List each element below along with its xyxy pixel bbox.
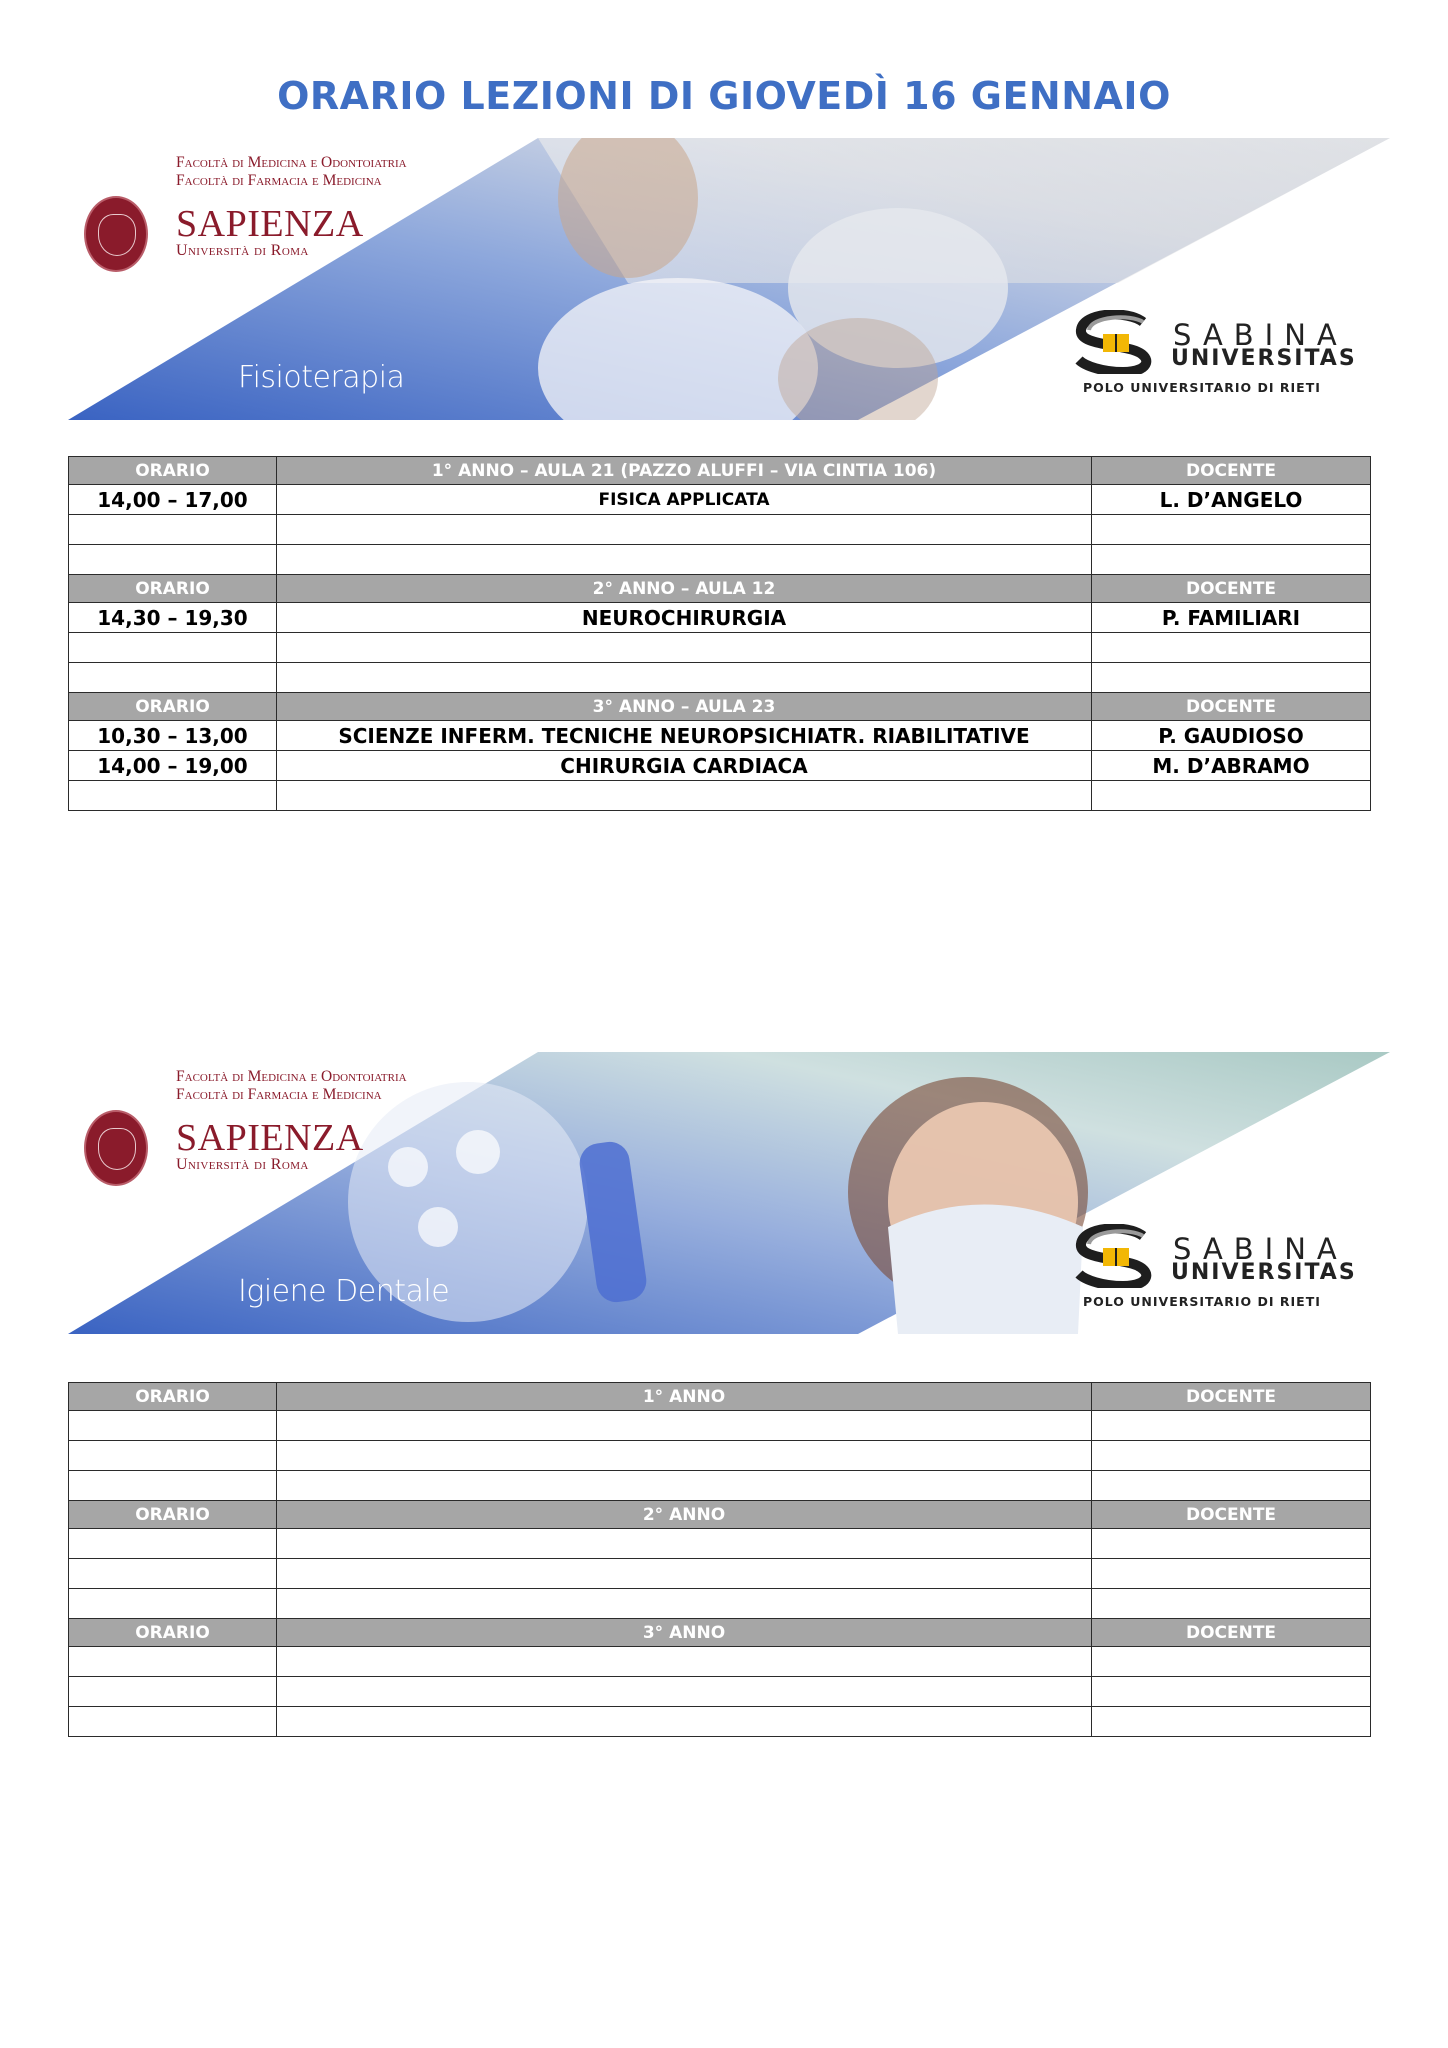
course-cell: NEUROCHIRURGIA <box>277 603 1092 633</box>
teacher-cell <box>1092 1529 1371 1559</box>
teacher-cell <box>1092 1471 1371 1501</box>
partner-subtitle: POLO UNIVERSITARIO DI RIETI <box>1083 380 1321 395</box>
table-row <box>69 633 1371 663</box>
teacher-cell <box>1092 1559 1371 1589</box>
schedule-table-fisioterapia <box>68 456 1371 811</box>
header-cell: 1° ANNO – AULA 21 (PAZZO ALUFFI – VIA CINTIA 106) <box>277 457 1092 485</box>
table-row <box>69 1411 1371 1441</box>
table-row <box>69 1559 1371 1589</box>
time-cell <box>69 781 277 811</box>
teacher-cell <box>1092 1441 1371 1471</box>
university-subtitle: Università di Roma <box>176 1156 309 1173</box>
time-cell <box>69 1441 277 1471</box>
header-cell: ORARIO <box>69 575 277 603</box>
faculty-line-2: Facoltà di Farmacia e Medicina <box>176 1086 382 1103</box>
time-cell: 14,00 – 19,00 <box>69 751 277 781</box>
teacher-cell <box>1092 663 1371 693</box>
table-row <box>69 1471 1371 1501</box>
table-row <box>69 1707 1371 1737</box>
course-cell <box>277 1707 1092 1737</box>
course-cell <box>277 1441 1092 1471</box>
table-row <box>69 1647 1371 1677</box>
partner-word-1: SABINA <box>1173 1232 1348 1266</box>
header-cell: 1° ANNO <box>277 1383 1092 1411</box>
teacher-cell <box>1092 515 1371 545</box>
university-name: SAPIENZA <box>176 203 364 245</box>
teacher-cell <box>1092 1677 1371 1707</box>
time-cell <box>69 1529 277 1559</box>
course-cell <box>277 1411 1092 1441</box>
teacher-cell <box>1092 633 1371 663</box>
banner-igiene-dentale <box>68 1052 1390 1334</box>
partner-word-2: UNIVERSITAS <box>1171 1260 1357 1285</box>
time-cell: 14,00 – 17,00 <box>69 485 277 515</box>
time-cell <box>69 1707 277 1737</box>
header-cell: 2° ANNO – AULA 12 <box>277 575 1092 603</box>
course-cell <box>277 545 1092 575</box>
teacher-cell <box>1092 1411 1371 1441</box>
table-header-row <box>69 1619 1371 1647</box>
table-row <box>69 545 1371 575</box>
course-cell: FISICA APPLICATA <box>277 485 1092 515</box>
faculty-line-1: Facoltà di Medicina e Odontoiatria <box>176 1068 407 1085</box>
header-cell: DOCENTE <box>1092 575 1371 603</box>
course-name: Igiene Dentale <box>238 1274 450 1309</box>
teacher-cell: M. D’ABRAMO <box>1092 751 1371 781</box>
course-cell <box>277 663 1092 693</box>
course-cell: SCIENZE INFERM. TECNICHE NEUROPSICHIATR. RIABILITATIVE <box>277 721 1092 751</box>
course-cell <box>277 633 1092 663</box>
teacher-cell: L. D’ANGELO <box>1092 485 1371 515</box>
teacher-cell: P. FAMILIARI <box>1092 603 1371 633</box>
faculty-line-2: Facoltà di Farmacia e Medicina <box>176 172 382 189</box>
time-cell <box>69 1589 277 1619</box>
teacher-cell <box>1092 1589 1371 1619</box>
header-cell: 2° ANNO <box>277 1501 1092 1529</box>
partner-subtitle: POLO UNIVERSITARIO DI RIETI <box>1083 1294 1321 1309</box>
time-cell <box>69 1411 277 1441</box>
header-cell: ORARIO <box>69 693 277 721</box>
course-cell <box>277 1529 1092 1559</box>
sapienza-seal-icon <box>84 1110 148 1186</box>
course-cell <box>277 1471 1092 1501</box>
partner-word-2: UNIVERSITAS <box>1171 346 1357 371</box>
table-header-row <box>69 1383 1371 1411</box>
header-cell: ORARIO <box>69 1383 277 1411</box>
time-cell: 10,30 – 13,00 <box>69 721 277 751</box>
teacher-cell <box>1092 545 1371 575</box>
header-cell: DOCENTE <box>1092 457 1371 485</box>
table-row <box>69 1677 1371 1707</box>
table-row <box>69 603 1371 633</box>
university-name: SAPIENZA <box>176 1117 364 1159</box>
time-cell <box>69 633 277 663</box>
time-cell <box>69 1559 277 1589</box>
header-cell: DOCENTE <box>1092 693 1371 721</box>
course-name: Fisioterapia <box>238 360 405 395</box>
time-cell <box>69 663 277 693</box>
university-subtitle: Università di Roma <box>176 242 309 259</box>
teacher-cell <box>1092 1707 1371 1737</box>
header-cell: ORARIO <box>69 457 277 485</box>
header-cell: DOCENTE <box>1092 1383 1371 1411</box>
table-row <box>69 1529 1371 1559</box>
table-row <box>69 515 1371 545</box>
sapienza-seal-icon <box>84 196 148 272</box>
course-cell <box>277 781 1092 811</box>
sabina-universitas-logo <box>1073 310 1373 400</box>
course-cell <box>277 1589 1092 1619</box>
time-cell: 14,30 – 19,30 <box>69 603 277 633</box>
faculty-names <box>176 1068 407 1104</box>
teacher-cell: P. GAUDIOSO <box>1092 721 1371 751</box>
time-cell <box>69 1471 277 1501</box>
course-cell <box>277 1677 1092 1707</box>
table-row <box>69 485 1371 515</box>
faculty-names <box>176 154 407 190</box>
time-cell <box>69 545 277 575</box>
sabina-s-icon <box>1073 1224 1169 1288</box>
header-cell: ORARIO <box>69 1501 277 1529</box>
table-row <box>69 1589 1371 1619</box>
course-cell: CHIRURGIA CARDIACA <box>277 751 1092 781</box>
header-cell: DOCENTE <box>1092 1619 1371 1647</box>
header-cell: DOCENTE <box>1092 1501 1371 1529</box>
partner-word-1: SABINA <box>1173 318 1348 352</box>
sabina-s-icon <box>1073 310 1169 374</box>
teacher-cell <box>1092 1647 1371 1677</box>
table-header-row <box>69 1501 1371 1529</box>
header-cell: ORARIO <box>69 1619 277 1647</box>
course-cell <box>277 1647 1092 1677</box>
table-row <box>69 751 1371 781</box>
time-cell <box>69 1647 277 1677</box>
course-cell <box>277 1559 1092 1589</box>
time-cell <box>69 515 277 545</box>
course-cell <box>277 515 1092 545</box>
page-title: ORARIO LEZIONI DI GIOVEDÌ 16 GENNAIO <box>277 74 1171 118</box>
banner-fisioterapia <box>68 138 1390 420</box>
table-row <box>69 721 1371 751</box>
table-row <box>69 663 1371 693</box>
table-header-row <box>69 457 1371 485</box>
faculty-line-1: Facoltà di Medicina e Odontoiatria <box>176 154 407 171</box>
time-cell <box>69 1677 277 1707</box>
table-header-row <box>69 575 1371 603</box>
sabina-universitas-logo <box>1073 1224 1373 1314</box>
header-cell: 3° ANNO <box>277 1619 1092 1647</box>
schedule-table-igiene-dentale <box>68 1382 1371 1737</box>
table-row <box>69 781 1371 811</box>
teacher-cell <box>1092 781 1371 811</box>
header-cell: 3° ANNO – AULA 23 <box>277 693 1092 721</box>
table-header-row <box>69 693 1371 721</box>
table-row <box>69 1441 1371 1471</box>
